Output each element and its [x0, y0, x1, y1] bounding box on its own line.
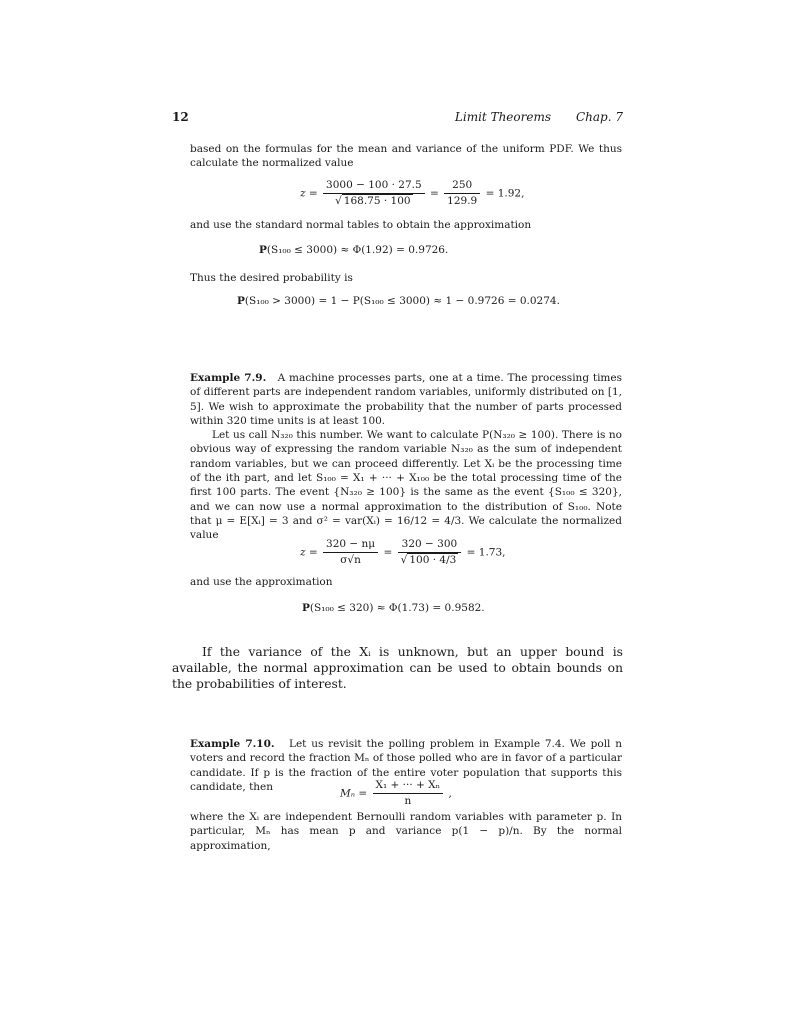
equation-example-7-9-approximation: P(S₁₀₀ ≤ 320) ≈ Φ(1.73) = 0.9582. [302, 602, 485, 614]
chapter-label: Chap. 7 [575, 110, 623, 124]
paragraph-normal-tables [190, 218, 622, 232]
paragraph-use-approximation [190, 575, 622, 589]
example-paragraph: Let us call N₃₂₀ this number. We want to calculate P(N₃₂₀ ≥ 100). There is no obvious way of expressing the random variable N₃₂₀ as the sum of independent random variables, but we can proceed differently. Let Xᵢ be the processing time of the ith part, and let S₁₀₀ = X₁ + ··· + X₁₀₀ be the total processing time of the first 100 parts. The event {N₃₂₀ ≥ 100} is the same as the event {S₁₀₀ ≤ 320}, and we can now use a normal approximation to the distribution of S₁₀₀. Note that μ = E[Xᵢ] = 3 and σ² = var(Xᵢ) = 16/12 = 4/3. We calculate the normalized value [190, 429, 622, 542]
equation-example-7-9-normalized: z = $\frac{320 - n\mu}{\sigma√n}$ = $\frac{320 - 300}{√ 100 \cdot 4/3}$ = 1.73, [300, 538, 506, 566]
numerator: 250 [444, 178, 480, 194]
denominator: n [404, 795, 412, 807]
paragraph-intro [190, 142, 622, 171]
example-7-9 [190, 371, 622, 543]
equation-sample-mean [340, 778, 452, 809]
equation-approximation: P(S₁₀₀ ≤ 3000) ≈ Φ(1.92) = 0.9726. [259, 244, 449, 256]
running-title: Limit Theorems [454, 110, 551, 124]
sqrt-radicand: 168.75 · 100 [343, 195, 411, 207]
paragraph-text: and use the standard normal tables to obtain the approximation [190, 219, 532, 231]
denominator: √ 100 · 4/3 [400, 554, 457, 566]
equation-tail: , [448, 787, 452, 800]
example-label: Example 7.10. [190, 738, 275, 750]
denominator: √ 168.75 · 100 [335, 195, 411, 207]
example-text: A machine processes parts, one at a time. The processing times of different parts are independent random variables, uniformly distributed on [1, 5]. We wish to approximate the probability that the number of parts processed within 320 time units is at least 100. [190, 372, 622, 427]
numerator: 320 − 300 [398, 537, 462, 553]
denominator: 129.9 [447, 195, 478, 207]
numerator: X₁ + ··· + Xₙ [373, 778, 444, 794]
running-header [172, 110, 623, 126]
fraction [444, 178, 480, 209]
paragraph-text: and use the approximation [190, 576, 333, 588]
equation-body: (S₁₀₀ ≤ 320) ≈ Φ(1.73) = 0.9582. [309, 602, 485, 614]
numerator: 3000 − 100 · 27.5 [323, 178, 425, 194]
fraction [323, 178, 425, 209]
equation-body: (S₁₀₀ ≤ 3000) ≈ Φ(1.92) = 0.9726. [266, 244, 449, 256]
equation-result: = 1.73, [466, 546, 506, 559]
equation-lhs: Mₙ = [340, 787, 368, 800]
equation-normalized-value: z = $\frac{3000 - 100 \cdot 27.5}{√ 168.75 \cdot 100}$ = $\frac{250}{129.9}$ = 1.92, [300, 179, 525, 207]
equation-desired-probability: P(S₁₀₀ > 3000) = 1 − P(S₁₀₀ ≤ 3000) ≈ 1 − 0.9726 = 0.0274. [237, 295, 560, 307]
paragraph-bernoulli [190, 810, 622, 853]
paragraph-text: Thus the desired probability is [190, 272, 353, 284]
fraction [373, 778, 444, 809]
example-paragraph [190, 371, 622, 428]
equation-result: = 1.92, [485, 187, 525, 200]
paragraph-text: where the Xᵢ are independent Bernoulli random variables with parameter p. In particular, Mₙ has mean p and variance p(1 − p)/n. By the normal approximation, [190, 811, 622, 852]
denominator: σ√n [340, 554, 361, 566]
example-label: Example 7.9. [190, 372, 267, 384]
numerator: 320 − nμ [323, 537, 378, 553]
example-text: Let us revisit the polling problem in Example 7.4. We poll n voters and record the fraction Mₙ of those polled who are in favor of a particular candidate. If p is the fraction of the entire voter population that supports this candidate, then [190, 738, 622, 793]
sqrt-radicand: 100 · 4/3 [409, 554, 457, 566]
paragraph-text: based on the formulas for the mean and variance of the uniform PDF. We thus calculate the normalized value [190, 143, 622, 170]
fraction [398, 537, 462, 568]
equation-body: (S₁₀₀ > 3000) = 1 − P(S₁₀₀ ≤ 3000) ≈ 1 − 0.9726 = 0.0274. [244, 295, 560, 307]
fraction [323, 537, 378, 568]
page-number: 12 [172, 110, 189, 124]
paragraph-text: If the variance of the Xᵢ is unknown, but an upper bound is available, the normal approximation can be used to obtain bounds on the probabilities of interest. [172, 645, 623, 692]
paragraph-desired-probability [190, 271, 622, 285]
paragraph-variance-bound [172, 644, 623, 693]
